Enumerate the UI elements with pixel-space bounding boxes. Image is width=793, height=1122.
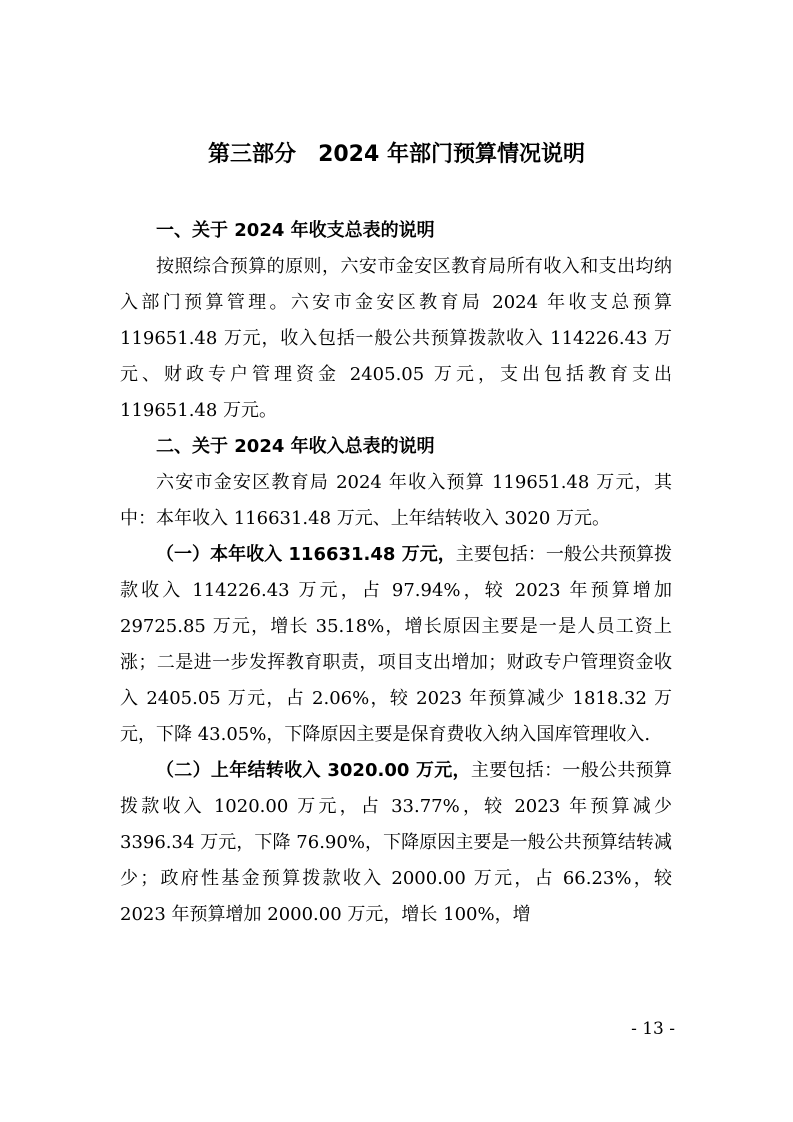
item-2-text: 主要包括：一般公共预算拨款收入 1020.00 万元，占 33.77%，较 2023 年预算减少 3396.34 万元，下降 76.90%，下降原因主要是一般公共预算结转减少；政府性基金预算拨款收入 2000.00 万元，占 66.23%，较 2023 年预算增加 2000.00 万元，增长 100%，增 <box>120 760 672 925</box>
title-main: 2024 年部门预算情况说明 <box>318 142 585 167</box>
page-number: - 13 - <box>631 1019 675 1039</box>
section-1-heading: 一、关于 2024 年收支总表的说明 <box>156 220 435 241</box>
section-1-paragraph: 按照综合预算的原则，六安市金安区教育局所有收入和支出均纳入部门预算管理。六安市金安区教育局 2024 年收支总预算 119651.48 万元，收入包括一般公共预算拨款收入 114226.43 万元、财政专户管理资金 2405.05 万元，支出包括教育支出 119651.48 万元。 <box>120 256 672 421</box>
section-2-item-2 <box>120 753 672 933</box>
title-part: 第三部分 <box>208 142 297 167</box>
page-title <box>0 138 793 172</box>
item-2-lead: （二）上年结转收入 3020.00 万元， <box>156 760 471 781</box>
section-2-heading: 二、关于 2024 年收入总表的说明 <box>156 436 435 457</box>
section-2-paragraph: 六安市金安区教育局 2024 年收入预算 119651.48 万元，其中：本年收入 116631.48 万元、上年结转收入 3020 万元。 <box>120 472 672 529</box>
document-body <box>120 213 672 933</box>
section-2-item-1 <box>120 537 672 753</box>
item-1-lead: （一）本年收入 116631.48 万元， <box>156 544 456 565</box>
item-1-text: 主要包括：一般公共预算拨款收入 114226.43 万元，占 97.94%，较 2023 年预算增加 29725.85 万元，增长 35.18%，增长原因主要是一是人员工资上涨；二是进一步发挥教育职责，项目支出增加；财政专户管理资金收入 2405.05 万元，占 2.06%，较 2023 年预算减少 1818.32 万元，下降 43.05%，下降原因主要是保育费收入纳入国库管理收入. <box>120 544 672 745</box>
